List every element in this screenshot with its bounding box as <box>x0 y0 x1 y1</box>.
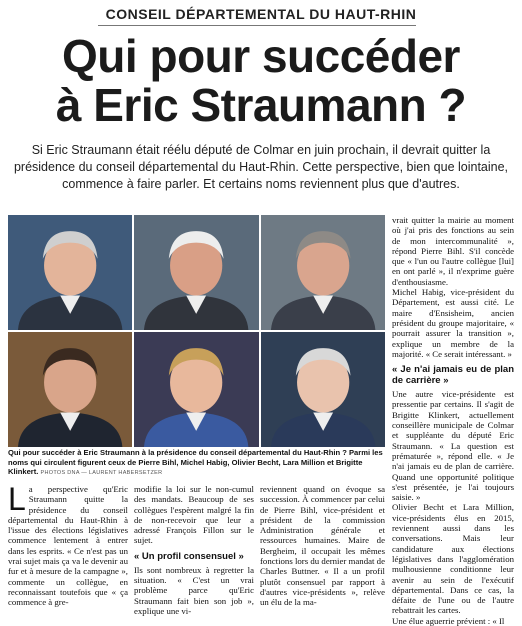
photo-credit: PHOTOS DNA — LAURENT HABERSETZER <box>40 470 163 477</box>
portrait-figure <box>261 215 385 330</box>
headline <box>0 32 522 130</box>
headline-line-1: Qui pour succéder <box>62 30 460 82</box>
body-column-1 <box>8 481 128 608</box>
portrait-figure <box>8 332 132 447</box>
kicker-rule <box>98 25 416 26</box>
lede-paragraph: Si Eric Straumann était réélu député de Colmar en juin prochain, il devrait quitter la présidence du conseil départemental du Haut-Rhin. Cette perspective, bien que lointaine, commence à faire parler. Et certains noms reviennent plus que d'autres. <box>13 143 509 191</box>
paragraph: vrait quitter la mairie au moment où j'ai pris des fonctions au sein de mon intercommunalité », répond Pierre Bihl. S'il concède que « l'un ou l'autre collègue [lui] en ont parlé », il n'exprime guère d'enthousiasme. <box>392 215 514 287</box>
body-column-2 <box>134 484 254 616</box>
portrait-figure <box>8 215 132 330</box>
portrait-photo <box>8 332 132 447</box>
caption-text: Qui pour succéder à Eric Straumann à la présidence du conseil départemental du Haut-Rhin ? Parmi les noms qui circulent figurent ceux de Pierre Bihl, Michel Habig, Olivier Becht, Lara Million et Brigitte Klinkert. <box>8 448 383 477</box>
paragraph: a perspective qu'Eric Straumann quitte la présidence du conseil départemental du Haut-Rhin à l'issue des élections législatives commence lentement à entrer dans les esprits. « Ce n'est pas un vrai sujet mais ça va le devenir au fur et à mesure de la campagne », commente un collègue, en reconnaissant toutefois que « ça commence à gre- <box>8 484 128 608</box>
paragraph: modifie la loi sur le non-cumul des mandats. Beaucoup de ses collègues l'espèrent malgré la fin de non-recevoir que leur a adressé François Fillon sur le sujet. <box>134 484 254 546</box>
portrait-grid <box>8 215 385 447</box>
portrait-photo <box>261 215 385 330</box>
paragraph: Ils sont nombreux à regretter la situation. « C'est un vrai problème parce qu'Eric Straumann fait bien son job », explique une vi- <box>134 564 254 616</box>
portrait-photo <box>134 332 258 447</box>
photo-caption <box>8 448 385 479</box>
portrait-photo <box>134 215 258 330</box>
portrait-figure <box>134 215 258 330</box>
portrait-photo <box>261 332 385 447</box>
paragraph: reviennent quand on évoque sa succession. À commencer par celui de Pierre Bihl, vice-président et président de la commission Administration générale et ressources humaines. Maire de Bergheim, il occupait les mêmes fonctions lors du dernier mandat de Charles Buttner. « Il a un profil plutôt consensuel par rapport à d'autres vice-présidents », relève un élu de la ma- <box>260 484 385 608</box>
subheading: « Je n'ai jamais eu de plan de carrière » <box>392 364 514 387</box>
portrait-photo <box>8 215 132 330</box>
paragraph: Une autre vice-présidente est pressentie par certains. Il s'agit de Brigitte Klinkert, actuellement conseillère municipale de Colmar et suppléante du député Eric Straumann. « La question est prématurée », répond elle. « Je n'ai jamais eu de plan de carrière. Quand une opportunité politique s'est présentée, je l'ai toujours saisie. » <box>392 389 514 503</box>
paragraph: Olivier Becht et Lara Million, vice-présidents élus en 2015, reviennent aussi dans les conversations. Mais leur candidature aux élections législatives dans l'agglomération mulhousienne conditionne leur avenir au sein de l'exécutif départemental. Dans ce cas, la défaite de l'une ou de l'autre rebattrait les cartes. <box>392 502 514 616</box>
headline-line-2: à Eric Straumann ? <box>55 79 467 131</box>
subheading: « Un profil consensuel » <box>134 550 244 562</box>
section-kicker: CONSEIL DÉPARTEMENTAL DU HAUT-RHIN <box>105 6 417 22</box>
portrait-figure <box>134 332 258 447</box>
drop-cap: L <box>8 481 26 517</box>
portrait-figure <box>261 332 385 447</box>
body-column-3 <box>260 484 385 608</box>
paragraph: Une élue aguerrie prévient : « Il <box>392 615 505 626</box>
paragraph: Michel Habig, vice-président du Département, est aussi cité. Le maire d'Ensisheim, ancien président du groupe majoritaire, « pourrait assurer la transition », explique un membre de la majorité. « Ce serait intéressant. » <box>392 287 514 359</box>
right-column <box>392 215 514 626</box>
